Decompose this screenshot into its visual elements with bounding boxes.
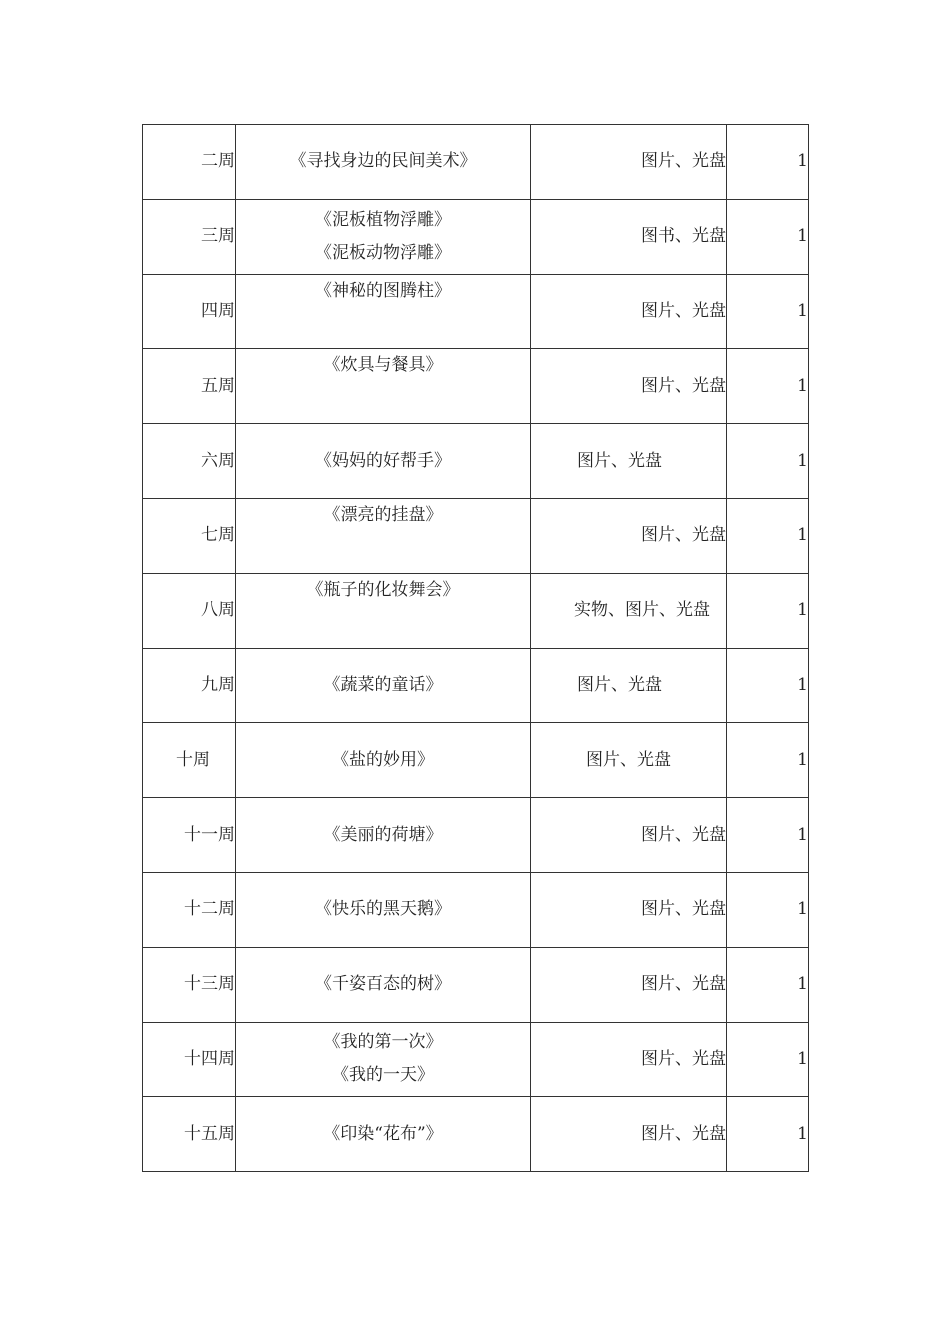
material-cell: 图片、光盘 xyxy=(531,648,727,723)
lesson-title: 《快乐的黑天鹅》 xyxy=(315,899,451,920)
lesson-cell xyxy=(236,798,531,873)
lesson-title: 《泥板植物浮雕》 xyxy=(315,209,451,230)
week-cell: 五周 xyxy=(143,349,236,424)
table-row xyxy=(143,498,809,573)
week-cell: 十二周 xyxy=(143,872,236,947)
week-cell: 十一周 xyxy=(143,798,236,873)
hours-cell: 1 xyxy=(727,274,809,349)
table-row xyxy=(143,274,809,349)
material-cell: 图片、光盘 xyxy=(531,349,727,424)
lesson-title: 《我的第一次》 xyxy=(323,1032,443,1053)
lesson-title: 《瓶子的化妆舞会》 xyxy=(306,579,460,600)
material-cell: 实物、图片、光盘 xyxy=(531,573,727,648)
table-row xyxy=(143,798,809,873)
lesson-cell xyxy=(236,125,531,200)
week-cell: 十四周 xyxy=(143,1022,236,1097)
week-cell: 二周 xyxy=(143,125,236,200)
hours-cell: 1 xyxy=(727,798,809,873)
table-row xyxy=(143,947,809,1022)
lesson-title: 《神秘的图腾柱》 xyxy=(315,280,451,301)
lesson-title: 《印染“花布”》 xyxy=(323,1123,443,1144)
hours-cell: 1 xyxy=(727,872,809,947)
lesson-cell xyxy=(236,648,531,723)
lesson-title: 《泥板动物浮雕》 xyxy=(315,242,451,263)
lesson-title: 《美丽的荷塘》 xyxy=(323,824,443,845)
week-cell: 八周 xyxy=(143,573,236,648)
week-cell: 三周 xyxy=(143,199,236,274)
material-cell: 图片、光盘 xyxy=(531,498,727,573)
schedule-table xyxy=(142,124,809,1172)
lesson-cell xyxy=(236,872,531,947)
week-cell: 四周 xyxy=(143,274,236,349)
table-row xyxy=(143,349,809,424)
table-row xyxy=(143,872,809,947)
lesson-cell xyxy=(236,274,531,349)
hours-cell: 1 xyxy=(727,199,809,274)
material-cell: 图片、光盘 xyxy=(531,947,727,1022)
lesson-title: 《蔬菜的童话》 xyxy=(323,674,443,695)
table-row xyxy=(143,723,809,798)
hours-cell: 1 xyxy=(727,424,809,499)
week-cell: 十三周 xyxy=(143,947,236,1022)
table-row xyxy=(143,573,809,648)
material-cell: 图片、光盘 xyxy=(531,1022,727,1097)
lesson-cell xyxy=(236,723,531,798)
lesson-cell xyxy=(236,199,531,274)
hours-cell: 1 xyxy=(727,573,809,648)
material-cell: 图片、光盘 xyxy=(531,125,727,200)
lesson-cell xyxy=(236,573,531,648)
lesson-title: 《千姿百态的树》 xyxy=(315,974,451,995)
table-row xyxy=(143,648,809,723)
week-cell: 十周 xyxy=(143,723,236,798)
material-cell: 图片、光盘 xyxy=(531,798,727,873)
hours-cell: 1 xyxy=(727,1022,809,1097)
table-row xyxy=(143,424,809,499)
material-cell: 图片、光盘 xyxy=(531,872,727,947)
lesson-title: 《炊具与餐具》 xyxy=(323,355,443,376)
lesson-title: 《漂亮的挂盘》 xyxy=(323,504,443,525)
week-cell: 七周 xyxy=(143,498,236,573)
week-cell: 六周 xyxy=(143,424,236,499)
hours-cell: 1 xyxy=(727,947,809,1022)
week-cell: 九周 xyxy=(143,648,236,723)
hours-cell: 1 xyxy=(727,349,809,424)
material-cell: 图片、光盘 xyxy=(531,723,727,798)
table-row xyxy=(143,1097,809,1172)
lesson-title: 《我的一天》 xyxy=(332,1065,434,1086)
material-cell: 图片、光盘 xyxy=(531,424,727,499)
lesson-cell xyxy=(236,349,531,424)
material-cell: 图书、光盘 xyxy=(531,199,727,274)
hours-cell: 1 xyxy=(727,1097,809,1172)
hours-cell: 1 xyxy=(727,498,809,573)
lesson-cell xyxy=(236,1097,531,1172)
hours-cell: 1 xyxy=(727,648,809,723)
hours-cell: 1 xyxy=(727,723,809,798)
week-cell: 十五周 xyxy=(143,1097,236,1172)
material-cell: 图片、光盘 xyxy=(531,274,727,349)
lesson-title: 《寻找身边的民间美术》 xyxy=(289,151,477,172)
lesson-title: 《妈妈的好帮手》 xyxy=(315,450,451,471)
table-row xyxy=(143,199,809,274)
lesson-cell xyxy=(236,1022,531,1097)
lesson-cell xyxy=(236,498,531,573)
lesson-cell xyxy=(236,424,531,499)
lesson-cell xyxy=(236,947,531,1022)
hours-cell: 1 xyxy=(727,125,809,200)
lesson-title: 《盐的妙用》 xyxy=(332,749,434,770)
table-row xyxy=(143,125,809,200)
table-row xyxy=(143,1022,809,1097)
material-cell: 图片、光盘 xyxy=(531,1097,727,1172)
